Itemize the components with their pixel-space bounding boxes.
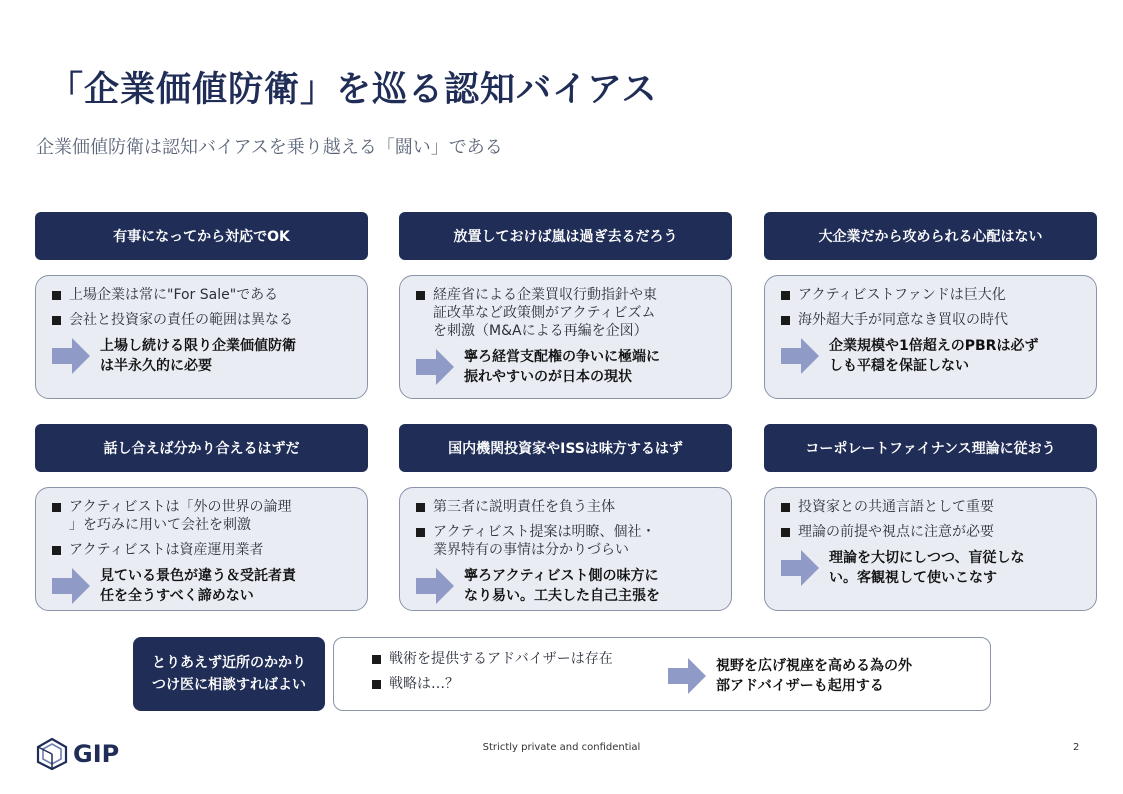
bullet-square-icon [781, 291, 790, 300]
conclusion [781, 336, 1084, 376]
card-body [35, 275, 368, 399]
bullet-square-icon [52, 316, 61, 325]
conclusion-line: 視野を広げ視座を高める為の外 [716, 658, 912, 674]
bullet-text: 第三者に説明責任を負う主体 [433, 499, 615, 515]
card-header: 国内機関投資家やISSは味方するはず [399, 424, 732, 472]
page-subtitle: 企業価値防衛は認知バイアスを乗り越える「闘い」である [36, 137, 503, 158]
conclusion-line: 部アドバイザーも起用する [716, 678, 884, 694]
bullet-square-icon [52, 291, 61, 300]
right-arrow-icon [781, 338, 819, 374]
card-body [35, 487, 368, 611]
conclusion-line: なり易い。工夫した自己主張を [464, 588, 660, 604]
bullet-item [52, 311, 355, 329]
card-header: コーポレートファイナンス理論に従おう [764, 424, 1097, 472]
page-title: 「企業価値防衛」を巡る認知バイアス [48, 70, 658, 110]
card-body [764, 487, 1097, 611]
card-header: 有事になってから対応でOK [35, 212, 368, 260]
conclusion-line: 寧ろアクティビスト側の味方に [464, 568, 659, 584]
conclusion-line: 寧ろ経営支配権の争いに極端に [464, 349, 660, 365]
page-number: 2 [1073, 742, 1080, 753]
conclusion-line: 理論を大切にしつつ、盲従しな [829, 550, 1025, 566]
conclusion-line: い。客観視して使いこなす [829, 570, 997, 586]
bullet-text: 戦術を提供するアドバイザーは存在 [389, 651, 613, 667]
card-body [399, 487, 732, 611]
bullet-item [416, 498, 719, 516]
bullet-square-icon [416, 503, 425, 512]
bullet-square-icon [416, 528, 425, 537]
bullet-square-icon [781, 528, 790, 537]
bullet-item [781, 523, 1084, 541]
right-arrow-icon [781, 550, 819, 586]
conclusion-line: 見ている景色が違う＆受託者責 [100, 568, 296, 584]
conclusion-line: 上場し続ける限り企業価値防衛 [100, 338, 296, 354]
conclusion [52, 336, 355, 376]
bullet-text: 海外超大手が同意なき買収の時代 [798, 312, 1008, 328]
bottom-header [133, 637, 325, 711]
bullet-item [781, 498, 1084, 516]
bullet-item [781, 311, 1084, 329]
right-arrow-icon [52, 568, 90, 604]
bullet-text: 会社と投資家の責任の範囲は異なる [69, 312, 293, 328]
bullet-square-icon [372, 655, 381, 664]
bullet-square-icon [372, 680, 381, 689]
bullet-text: アクティビストは資産運用業者 [69, 542, 264, 558]
bullet-item [781, 286, 1084, 304]
logo-text: GIP [73, 740, 120, 768]
bullet-square-icon [416, 291, 425, 300]
bullet-text: 経産省による企業買収行動指針や東 証改革など政策側がアクティビズム を刺激（M&Aによる再編を企図） [433, 287, 657, 339]
bottom-header-line: とりあえず近所のかかり [152, 655, 306, 671]
bullet-item [416, 523, 719, 559]
card-body [399, 275, 732, 399]
bullet-item [416, 286, 719, 340]
bullet-item [372, 650, 613, 668]
conclusion-line: 企業規模や1倍超えのPBRは必ず [829, 338, 1039, 354]
bullet-text: 理論の前提や視点に注意が必要 [798, 524, 994, 540]
bullet-item [52, 541, 355, 559]
conclusion-line: 振れやすいのが日本の現状 [464, 369, 632, 385]
bullet-text: アクティビスト提案は明瞭、個社・ 業界特有の事情は分かりづらい [433, 524, 656, 558]
conclusion [52, 566, 355, 606]
bullet-text: 投資家との共通言語として重要 [798, 499, 994, 515]
card-header: 話し合えば分かり合えるはずだ [35, 424, 368, 472]
bullet-item [372, 675, 613, 693]
confidentiality-note: Strictly private and confidential [482, 742, 641, 753]
bullet-item [52, 286, 355, 304]
bullet-square-icon [52, 503, 61, 512]
bullet-square-icon [781, 316, 790, 325]
right-arrow-icon [668, 658, 706, 694]
bullet-item [52, 498, 355, 534]
bottom-box [333, 637, 991, 711]
bullet-text: アクティビストファンドは巨大化 [798, 287, 1006, 303]
bullet-square-icon [781, 503, 790, 512]
card-header: 放置しておけば嵐は過ぎ去るだろう [399, 212, 732, 260]
card-header: 大企業だから攻められる心配はない [764, 212, 1097, 260]
conclusion [416, 347, 719, 387]
conclusion [668, 656, 912, 696]
bullet-text: 戦略は…？ [389, 676, 459, 692]
conclusion [781, 548, 1084, 588]
bottom-header-line: つけ医に相談すればよい [152, 677, 306, 693]
conclusion-line: は半永久的に必要 [100, 358, 212, 374]
conclusion-line: しも平穏を保証しない [829, 358, 969, 374]
conclusion-line: 任を全うすべく諦めない [100, 588, 254, 604]
conclusion [416, 566, 719, 606]
bullet-text: アクティビストは「外の世界の論理 」を巧みに用いて会社を刺激 [69, 499, 292, 533]
right-arrow-icon [416, 568, 454, 604]
right-arrow-icon [52, 338, 90, 374]
card-body [764, 275, 1097, 399]
bullet-text: 上場企業は常に"For Sale"である [69, 287, 279, 303]
right-arrow-icon [416, 349, 454, 385]
bullet-square-icon [52, 546, 61, 555]
